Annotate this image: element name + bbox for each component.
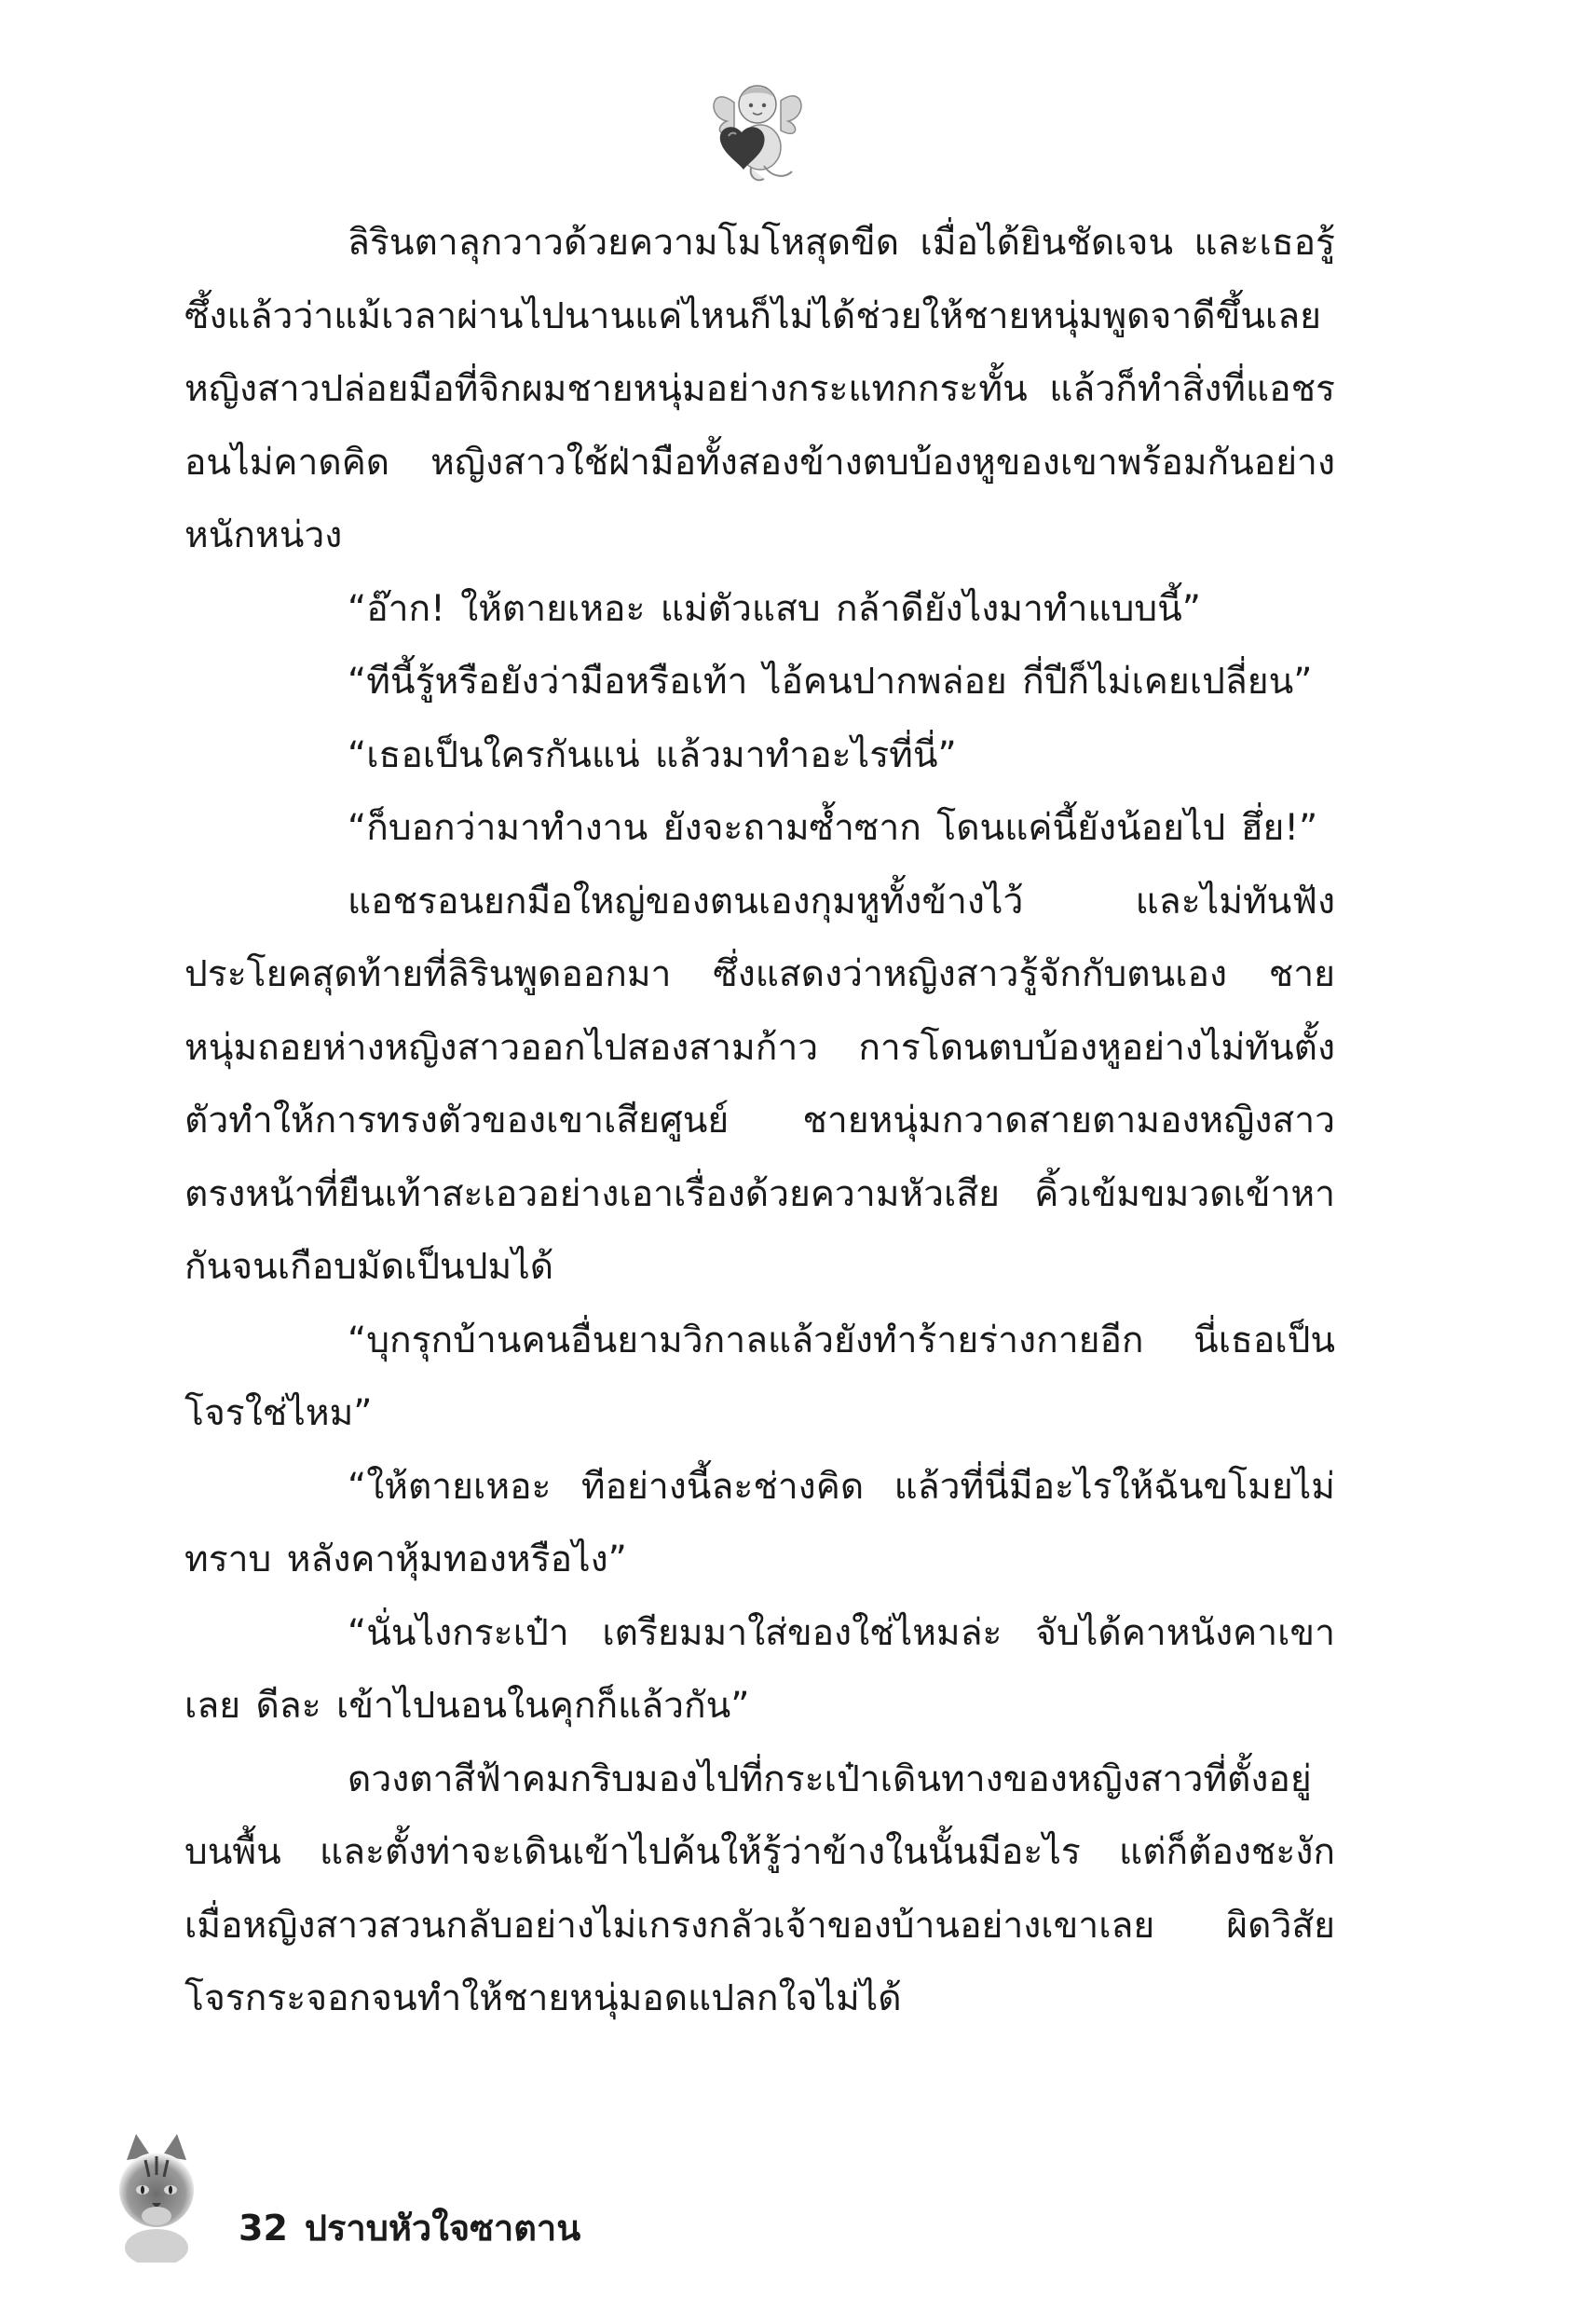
- cat-icon: [110, 2132, 203, 2263]
- paragraph: “อ๊าก! ให้ตายเหอะ แม่ตัวแสบ กล้าดียังไงมาทำแบบนี้”: [348, 587, 1201, 630]
- page-footer: [110, 2132, 762, 2263]
- paragraph: ลิรินตาลุกวาวด้วยความโมโหสุดขีด เมื่อได้ยินชัดเจน และเธอรู้ซึ้งแล้วว่าแม้เวลาผ่านไปนานแค่ไหนก็ไม่ได้ช่วยให้ชายหนุ่มพูดจาดีขึ้นเลย หญิงสาวปล่อยมือที่จิกผมชายหนุ่มอย่างกระแทกกระทั้น แล้วก็ทำสิ่งที่แอชรอนไม่คาดคิด หญิงสาวใช้ฝ่ามือทั้งสองข้างตบบ้องหูของเขาพร้อมกันอย่างหนักหน่วง: [184, 222, 1335, 556]
- cupid-heart-icon: [706, 75, 809, 186]
- paragraph: ดวงตาสีฟ้าคมกริบมองไปที่กระเป๋าเดินทางของหญิงสาวที่ตั้งอยู่บนพื้น และตั้งท่าจะเดินเข้าไปค้นให้รู้ว่าข้างในนั้นมีอะไร แต่ก็ต้องชะงักเมื่อหญิงสาวสวนกลับอย่างไม่เกรงกลัวเจ้าของบ้านอย่างเขาเลย ผิดวิสัยโจรกระจอกจนทำให้ชายหนุ่มอดแปลกใจไม่ได้: [184, 1757, 1335, 2019]
- page-folio: [239, 2199, 580, 2256]
- page-number: 32: [239, 2208, 288, 2249]
- paragraph: แอชรอนยกมือใหญ่ของตนเองกุมหูทั้งข้างไว้ และไม่ทันฟังประโยคสุดท้ายที่ลิรินพูดออกมา ซึ่งแสดงว่าหญิงสาวรู้จักกับตนเอง ชายหนุ่มถอยห่างหญิงสาวออกไปสองสามก้าว การโดนตบบ้องหูอย่างไม่ทันตั้งตัวทำให้การทรงตัวของเขาเสียศูนย์ ชายหนุ่มกวาดสายตามองหญิงสาวตรงหน้าที่ยืนเท้าสะเอวอย่างเอาเรื่องด้วยความหัวเสีย คิ้วเข้มขมวดเข้าหากันจนเกือบมัดเป็นปมได้: [184, 880, 1335, 1288]
- paragraph: “ก็บอกว่ามาทำงาน ยังจะถามซ้ำซาก โดนแค่นี้ยังน้อยไป ฮึ่ย!”: [348, 807, 1318, 849]
- paragraph: “เธอเป็นใครกันแน่ แล้วมาทำอะไรที่นี่”: [348, 733, 957, 776]
- paragraph: “นั่นไงกระเป๋า เตรียมมาใส่ของใช่ไหมล่ะ จับได้คาหนังคาเขาเลย ดีละ เข้าไปนอนในคุกก็แล้วกัน”: [184, 1611, 1335, 1727]
- paragraph: “บุกรุกบ้านคนอื่นยามวิกาลแล้วยังทำร้ายร่างกายอีก นี่เธอเป็นโจรใช่ไหม”: [184, 1319, 1335, 1434]
- body-text: [184, 207, 1335, 2036]
- book-title: ปราบหัวใจซาตาน: [304, 2208, 581, 2249]
- paragraph: “ให้ตายเหอะ ทีอย่างนี้ละช่างคิด แล้วที่นี่มีอะไรให้ฉันขโมยไม่ทราบ หลังคาหุ้มทองหรือไง”: [184, 1465, 1335, 1580]
- paragraph: “ทีนี้รู้หรือยังว่ามือหรือเท้า ไอ้คนปากพล่อย กี่ปีก็ไม่เคยเปลี่ยน”: [348, 661, 1313, 703]
